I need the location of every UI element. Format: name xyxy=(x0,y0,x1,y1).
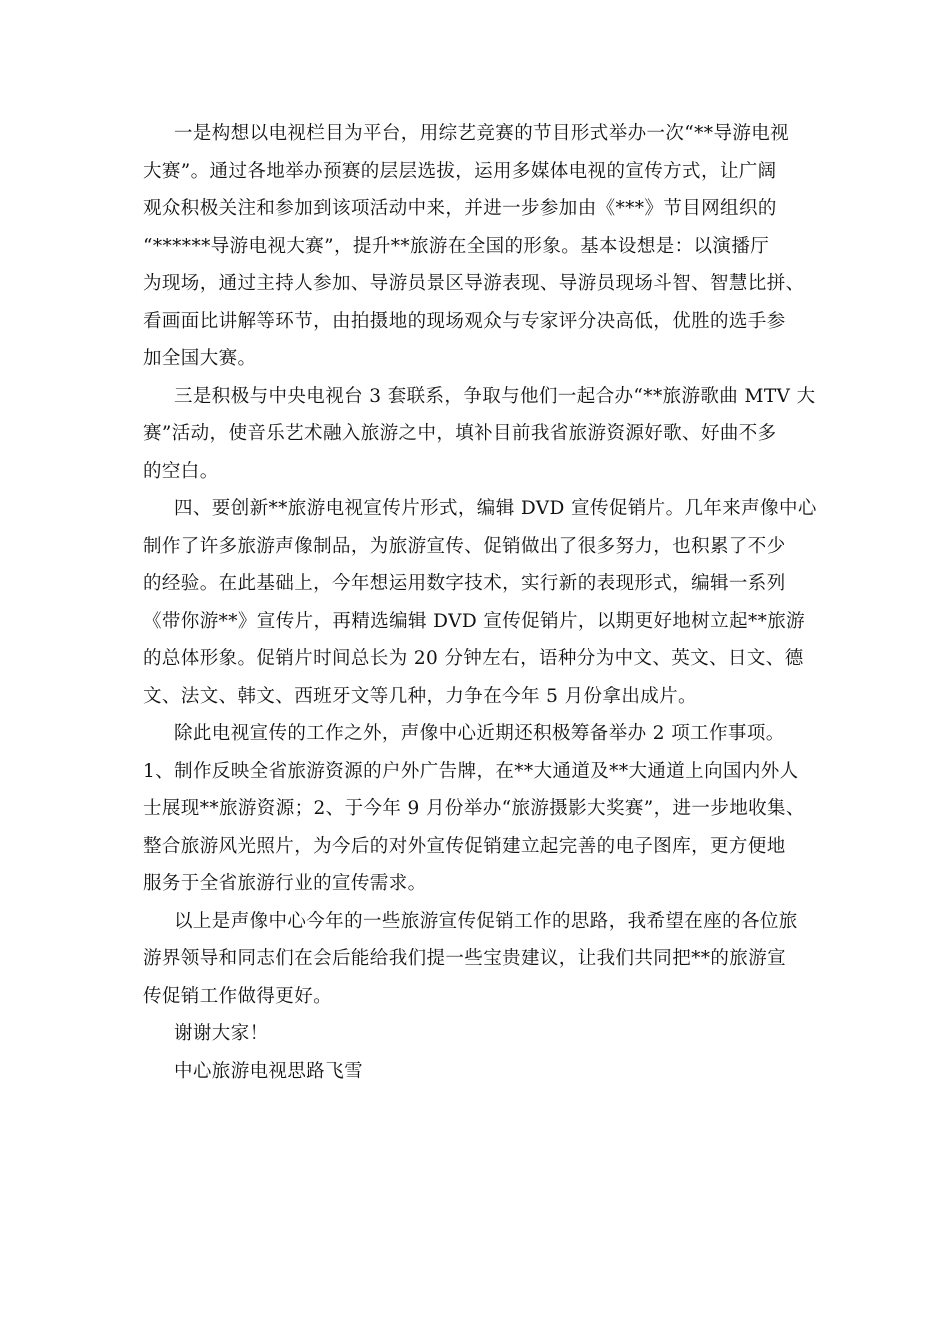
text-line: 四、要创新**旅游电视宣传片形式，编辑 DVD 宣传促销片。几年来声像中心 xyxy=(174,498,817,519)
text-line: 大赛”。通过各地举办预赛的层层选拔，运用多媒体电视的宣传方式，让广阔 xyxy=(143,160,777,182)
text-line: 游界领导和同志们在会后能给我们提一些宝贵建议，让我们共同把**的旅游宣 xyxy=(143,948,787,969)
text-line: 1、制作反映全省旅游资源的户外广告牌，在**大通道及**大通道上向国内外人 xyxy=(143,760,799,782)
text-line: 谢谢大家！ xyxy=(174,1023,269,1044)
text-line: “******导游电视大赛”，提升**旅游在全国的形象。基本设想是：以演播厅 xyxy=(143,235,770,257)
text-line: 三是积极与中央电视台 3 套联系，争取与他们一起合办“**旅游歌曲 MTV 大 xyxy=(174,385,816,407)
text-line: 士展现**旅游资源；2、于今年 9 月份举办“旅游摄影大奖赛”，进一步地收集、 xyxy=(143,798,805,819)
text-line: 的空白。 xyxy=(143,460,219,482)
text-line: 除此电视宣传的工作之外，声像中心近期还积极筹备举办 2 项工作事项。 xyxy=(174,723,785,744)
text-line: 的经验。在此基础上，今年想运用数字技术，实行新的表现形式，编辑一系列 xyxy=(143,573,786,594)
text-line: 以上是声像中心今年的一些旅游宣传促销工作的思路，我希望在座的各位旅 xyxy=(174,910,798,932)
text-line: 的总体形象。促销片时间总长为 20 分钟左右，语种分为中文、英文、日文、德 xyxy=(143,648,804,669)
text-line: 为现场，通过主持人参加、导游员景区导游表现、导游员现场斗智、智慧比拼、 xyxy=(143,273,805,294)
text-line: 服务于全省旅游行业的宣传需求。 xyxy=(143,873,427,894)
text-line: 加全国大赛。 xyxy=(143,348,257,369)
text-line: 制作了许多旅游声像制品，为旅游宣传、促销做出了很多努力，也积累了不少 xyxy=(143,535,786,557)
text-line: 一是构想以电视栏目为平台，用综艺竞赛的节目形式举办一次“**导游电视 xyxy=(174,123,790,144)
text-line: 《带你游**》宣传片，再精选编辑 DVD 宣传促销片，以期更好地树立起**旅游 xyxy=(143,610,806,632)
text-line: 传促销工作做得更好。 xyxy=(143,985,333,1007)
document-body xyxy=(143,115,817,1090)
text-line: 赛”活动，使音乐艺术融入旅游之中，填补目前我省旅游资源好歌、好曲不多 xyxy=(143,423,777,444)
text-line: 观众积极关注和参加到该项活动中来，并进一步参加由《***》节目网组织的 xyxy=(143,198,777,219)
text-line: 看画面比讲解等环节，由拍摄地的现场观众与专家评分决高低，优胜的选手参 xyxy=(143,310,786,332)
text-line: 整合旅游风光照片，为今后的对外宣传促销建立起完善的电子图库，更方便地 xyxy=(143,835,786,857)
text-line: 文、法文、韩文、西班牙文等几种，力争在今年 5 月份拿出成片。 xyxy=(143,685,697,707)
text-line: 中心旅游电视思路飞雪 xyxy=(174,1060,364,1082)
